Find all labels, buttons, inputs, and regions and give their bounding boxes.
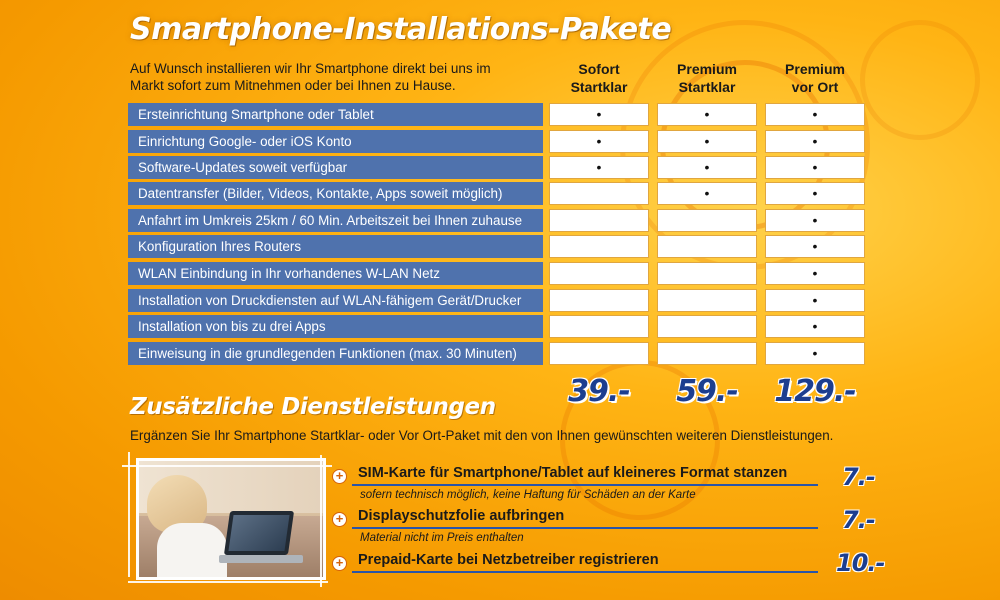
feature-cell [549,262,649,285]
feature-cell: • [765,182,865,205]
package-header-premium-vor-ort [760,60,870,96]
feature-cell [549,209,649,232]
feature-row-label: Datentransfer (Bilder, Videos, Kontakte, Apps soweit möglich) [128,182,543,205]
feature-cell [657,315,757,338]
feature-cell: • [657,182,757,205]
feature-row-label: Konfiguration Ihres Routers [128,235,543,258]
feature-cell [657,235,757,258]
feature-cell [549,235,649,258]
feature-cell: • [549,103,649,126]
service-note: sofern technisch möglich, keine Haftung für Schäden an der Karte [360,489,696,501]
feature-cell [549,182,649,205]
feature-cell [549,289,649,312]
service-price: 7.- [842,463,875,491]
feature-row-label: Anfahrt im Umkreis 25km / 60 Min. Arbeitszeit bei Ihnen zuhause [128,209,543,232]
feature-cell: • [765,262,865,285]
woman-with-laptop-photo [136,458,326,580]
service-price: 10.- [836,549,885,577]
laptop-screen [228,515,289,551]
package-name-line: Sofort [578,61,620,77]
service-label: Prepaid-Karte bei Netzbetreiber registrieren [358,552,659,568]
package-name-line: vor Ort [791,79,839,95]
photo-person-body [157,523,227,577]
package-name-line: Premium [677,61,737,77]
feature-cell: • [657,103,757,126]
feature-row-label: WLAN Einbindung in Ihr vorhandenes W-LAN Netz [128,262,543,285]
feature-cell: • [657,130,757,153]
service-label: Displayschutzfolie aufbringen [358,508,565,524]
extras-title: Zusätzliche Dienstleistungen [130,394,496,420]
decorative-line [320,455,322,587]
service-underline [352,484,818,486]
feature-cell [549,342,649,365]
feature-row-label: Software-Updates soweit verfügbar [128,156,543,179]
page-title: Smartphone-Installations-Pakete [130,12,672,47]
feature-cell [657,342,757,365]
decorative-line [128,581,328,583]
package-name-line: Premium [785,61,845,77]
package-price: 129.- [774,374,856,409]
feature-cell: • [549,130,649,153]
feature-cell: • [765,342,865,365]
feature-cell [657,209,757,232]
feature-cell: • [765,209,865,232]
feature-row-label: Ersteinrichtung Smartphone oder Tablet [128,103,543,126]
feature-cell: • [657,156,757,179]
intro-line: Markt sofort zum Mitnehmen oder bei Ihnen zu Hause. [130,78,456,93]
package-name-line: Startklar [570,79,628,95]
extras-intro: Ergänzen Sie Ihr Smartphone Startklar- oder Vor Ort-Paket mit den von Ihnen gewünschten weiteren Dienstleistungen. [130,428,834,443]
service-underline [352,571,818,573]
decorative-line [128,452,130,577]
feature-cell [657,289,757,312]
feature-cell: • [765,289,865,312]
feature-row-label: Einweisung in die grundlegenden Funktionen (max. 30 Minuten) [128,342,543,365]
plus-circle-icon: + [332,512,347,527]
feature-cell: • [765,156,865,179]
service-underline [352,527,818,529]
service-price: 7.- [842,506,875,534]
package-price: 59.- [676,374,738,409]
decorative-line [122,465,332,467]
feature-row-label: Installation von Druckdiensten auf WLAN-fähigem Gerät/Drucker [128,289,543,312]
feature-cell [657,262,757,285]
feature-cell: • [549,156,649,179]
package-header-sofort-startklar [544,60,654,96]
feature-row-label: Einrichtung Google- oder iOS Konto [128,130,543,153]
feature-cell: • [765,103,865,126]
decorative-ring [860,20,980,140]
intro-line: Auf Wunsch installieren wir Ihr Smartphone direkt bei uns im [130,61,491,76]
service-note: Material nicht im Preis enthalten [360,532,524,544]
package-header-premium-startklar [652,60,762,96]
feature-cell: • [765,315,865,338]
feature-cell [549,315,649,338]
feature-row-label: Installation von bis zu drei Apps [128,315,543,338]
laptop-base [219,555,303,563]
plus-circle-icon: + [332,469,347,484]
laptop-icon [224,511,294,555]
package-name-line: Startklar [678,79,736,95]
feature-cell: • [765,130,865,153]
intro-text [130,60,540,94]
service-label: SIM-Karte für Smartphone/Tablet auf kleineres Format stanzen [358,465,788,481]
plus-circle-icon: + [332,556,347,571]
feature-cell: • [765,235,865,258]
package-price: 39.- [568,374,630,409]
